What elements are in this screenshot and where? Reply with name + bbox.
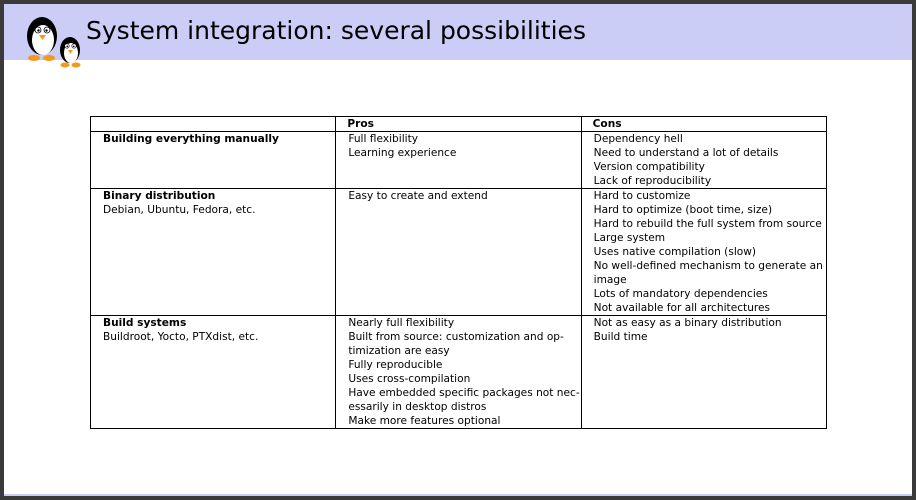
pros-item: Nearly full flexibility bbox=[348, 317, 455, 329]
pros-item: Make more features optional bbox=[348, 415, 501, 427]
pros-cell bbox=[336, 189, 581, 316]
pros-item: essarily in desktop distros bbox=[348, 401, 487, 413]
cons-item: Not available for all architectures bbox=[593, 302, 771, 314]
cons-item: No well-defined mechanism to generate an bbox=[593, 260, 823, 272]
pros-cell bbox=[336, 316, 581, 429]
cons-item: Uses native compilation (slow) bbox=[593, 246, 757, 258]
cons-item: Hard to optimize (boot time, size) bbox=[593, 204, 773, 216]
cons-item: Need to understand a lot of details bbox=[593, 147, 779, 159]
slide-title: System integration: several possibilities bbox=[86, 16, 586, 45]
table-header-row bbox=[91, 117, 827, 132]
row-label-cell bbox=[91, 132, 336, 189]
bottom-divider bbox=[4, 494, 912, 496]
slide bbox=[4, 4, 912, 496]
cons-item: Version compatibility bbox=[593, 161, 705, 173]
comparison-table bbox=[90, 116, 827, 429]
header-cell-pros: Pros bbox=[336, 117, 581, 132]
pros-item: timization are easy bbox=[348, 345, 450, 357]
cons-cell bbox=[581, 132, 826, 189]
row-label-cell bbox=[91, 316, 336, 429]
cons-item: Not as easy as a binary distribution bbox=[593, 317, 782, 329]
pros-item: Built from source: customization and op- bbox=[348, 331, 564, 343]
row-subtitle: Buildroot, Yocto, PTXdist, etc. bbox=[103, 331, 259, 343]
pros-item: Uses cross-compilation bbox=[348, 373, 471, 385]
cons-item: Lots of mandatory dependencies bbox=[593, 288, 768, 300]
pros-item: Fully reproducible bbox=[348, 359, 443, 371]
table-row bbox=[91, 316, 827, 429]
pros-item: Easy to create and extend bbox=[348, 190, 488, 202]
table-row bbox=[91, 132, 827, 189]
pros-item: Full flexibility bbox=[348, 133, 419, 145]
pros-cell bbox=[336, 132, 581, 189]
row-subtitle: Debian, Ubuntu, Fedora, etc. bbox=[103, 204, 256, 216]
pros-item: Learning experience bbox=[348, 147, 457, 159]
row-name: Building everything manually bbox=[103, 133, 279, 145]
cons-cell bbox=[581, 316, 826, 429]
title-bar bbox=[4, 4, 912, 60]
row-name: Binary distribution bbox=[103, 190, 216, 202]
header-cell-empty bbox=[91, 117, 336, 132]
cons-item: image bbox=[593, 274, 627, 286]
header-cell-cons: Cons bbox=[581, 117, 826, 132]
cons-item: Large system bbox=[593, 232, 666, 244]
pros-item: Have embedded specific packages not nec- bbox=[348, 387, 580, 399]
cons-item: Lack of reproducibility bbox=[593, 175, 712, 187]
row-name: Build systems bbox=[103, 317, 187, 329]
cons-cell bbox=[581, 189, 826, 316]
row-label-cell bbox=[91, 189, 336, 316]
cons-item: Hard to rebuild the full system from source bbox=[593, 218, 822, 230]
cons-item: Dependency hell bbox=[593, 133, 683, 145]
penguins-logo-icon bbox=[18, 10, 90, 70]
cons-item: Hard to customize bbox=[593, 190, 691, 202]
cons-item: Build time bbox=[593, 331, 648, 343]
table-row bbox=[91, 189, 827, 316]
